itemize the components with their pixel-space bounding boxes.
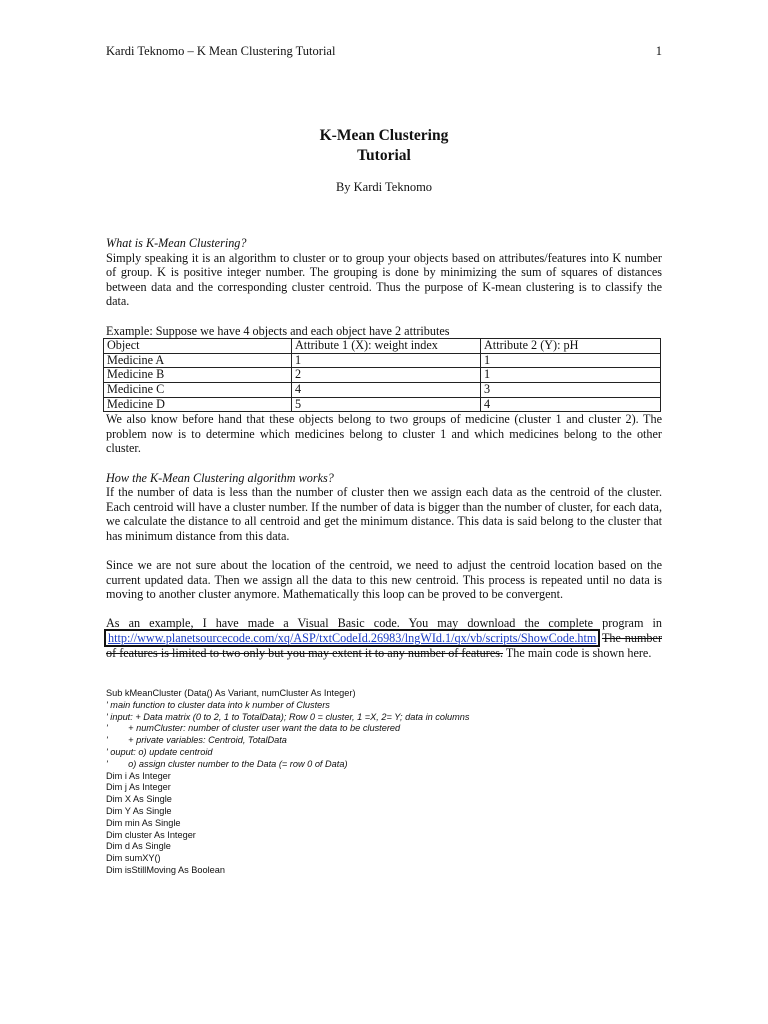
paragraph-assign: If the number of data is less than the number of cluster then we assign each data as the centroid of the cluster. Each centroid will have a cluster number. If the number of data is bigger than the number of cluster, for each data, we calculate the distance to all centroid and get the minimum distance. This data is said belong to the cluster that has minimum distance from this data.: [106, 485, 662, 543]
table-cell: 5: [292, 397, 481, 412]
section-heading-how: How the K-Mean Clustering algorithm works?: [106, 470, 334, 485]
paragraph-centroid: Since we are not sure about the location of the centroid, we need to adjust the centroid location based on the current updated data. Then we assign all the data to this new centroid. This process is repeated until no data is moving to another cluster anymore. Mathematically this loop can be proved to be convergent.: [106, 558, 662, 602]
paragraph-groups: We also know before hand that these objects belong to two groups of medicine (cluster 1 and cluster 2). The problem now is to determine which medicines belong to cluster 1 and which medicines belong to the other cluster.: [106, 412, 662, 456]
table-header-cell: Object: [104, 339, 292, 354]
code-line: Dim cluster As Integer: [106, 829, 196, 840]
code-line: ' ouput: o) update centroid: [106, 746, 213, 757]
table-header-cell: Attribute 2 (Y): pH: [481, 339, 661, 354]
section-heading-what: What is K-Mean Clustering?: [106, 236, 247, 250]
table-row: [104, 397, 661, 412]
code-line: ' o) assign cluster number to the Data (= row 0 of Data): [106, 758, 348, 769]
paragraph-example-end: The main code is shown here.: [503, 645, 652, 660]
code-line: Dim d As Single: [106, 841, 171, 852]
code-listing: [106, 688, 662, 877]
title-line-1: K-Mean Clustering: [319, 127, 449, 144]
table-cell: 1: [481, 368, 661, 383]
code-line: Dim j As Integer: [106, 782, 171, 793]
table-row: [104, 382, 661, 397]
table-cell: 4: [481, 397, 661, 412]
objects-table: [103, 338, 661, 412]
code-line: Dim Y As Single: [106, 805, 172, 816]
code-line: ' + private variables: Centroid, TotalData: [106, 735, 287, 746]
code-line: ' input: + Data matrix (0 to 2, 1 to TotalData); Row 0 = cluster, 1 =X, 2= Y; data in columns: [106, 711, 470, 722]
code-line: Dim min As Single: [106, 817, 181, 828]
paragraph-example: [106, 616, 662, 660]
table-cell: 4: [292, 382, 481, 397]
code-line: Sub kMeanCluster (Data() As Variant, numCluster As Integer): [106, 688, 356, 698]
author-byline: By Kardi Teknomo: [335, 180, 433, 194]
table-cell: 1: [481, 353, 661, 368]
table-cell: Medicine B: [104, 368, 292, 383]
table-cell: 2: [292, 368, 481, 383]
code-line: Dim X As Single: [106, 794, 172, 805]
struck-text: The number of features is limited to two only but you may extent it to any number of features.: [106, 631, 662, 660]
table-cell: 3: [481, 382, 661, 397]
paragraph-definition: Simply speaking it is an algorithm to cluster or to group your objects based on attributes/features into K number of group. K is positive integer number. The grouping is done by minimizing the sum of squares of distances between data and the corresponding cluster centroid. Thus the purpose of K-mean clustering is to classify the data.: [106, 250, 662, 309]
table-header-row: [104, 339, 661, 354]
table-row: [104, 353, 661, 368]
code-line: Dim sumXY(): [106, 853, 161, 864]
document-title: [106, 126, 662, 166]
table-header-cell: Attribute 1 (X): weight index: [292, 339, 481, 354]
table-row: [104, 368, 661, 383]
code-line: Dim i As Integer: [106, 770, 171, 781]
table-cell: Medicine C: [104, 382, 292, 397]
document-body: [106, 236, 662, 660]
code-line: ' + numCluster: number of cluster user want the data to be clustered: [106, 723, 401, 734]
title-line-2: Tutorial: [357, 147, 411, 164]
code-line: Dim isStillMoving As Boolean: [106, 864, 225, 875]
table-cell: 1: [292, 353, 481, 368]
table-cell: Medicine A: [104, 353, 292, 368]
download-link[interactable]: http://www.planetsourcecode.com/xq/ASP/txtCodeId.26983/lngWId.1/qx/vb/scripts/ShowCode.htm: [108, 631, 597, 646]
page-header: [106, 44, 662, 60]
header-title: Kardi Teknomo – K Mean Clustering Tutorial: [106, 44, 336, 58]
code-line: ' main function to cluster data into k number of Clusters: [106, 699, 330, 710]
table-cell: Medicine D: [104, 397, 292, 412]
page-number: 1: [655, 44, 662, 58]
paragraph-example-text: As an example, I have made a Visual Basic code. You may download the complete program in: [106, 616, 662, 631]
example-intro: Example: Suppose we have 4 objects and each object have 2 attributes: [106, 323, 450, 338]
